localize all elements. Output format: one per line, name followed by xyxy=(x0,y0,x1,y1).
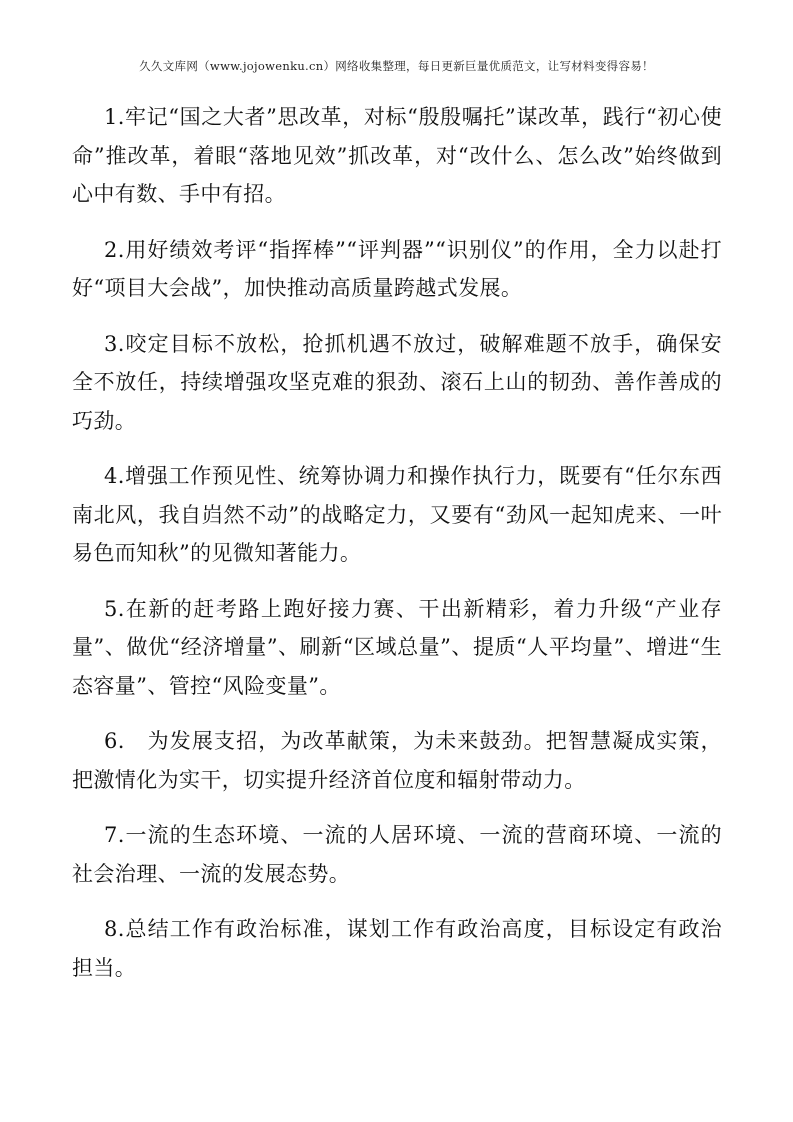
paragraph-3: 3.咬定目标不放松，抢抓机遇不放过，破解难题不放手，确保安全不放任，持续增强攻坚克难的狠劲、滚石上山的韧劲、善作善成的巧劲。 xyxy=(72,331,722,433)
paragraph-2: 2.用好绩效考评“指挥棒”“评判器”“识别仪”的作用，全力以赴打好“项目大会战”，加快推动高质量跨越式发展。 xyxy=(72,237,722,300)
document-body xyxy=(72,98,722,1004)
paragraph-4: 4.增强工作预见性、统筹协调力和操作执行力，既要有“任尔东西南北风，我自岿然不动”的战略定力，又要有“劲风一起知虎来、一叶易色而知秋”的见微知著能力。 xyxy=(72,464,722,565)
page-header: 久久文库网（www.jojowenku.cn）网络收集整理，每日更新巨量优质范文，让写材料变得容易！ xyxy=(139,59,654,73)
paragraph-1: 1.牢记“国之大者”思改革，对标“殷殷嘱托”谋改革，践行“初心使命”推改革，着眼“落地见效”抓改革，对“改什么、怎么改”始终做到心中有数、手中有招。 xyxy=(72,105,722,206)
paragraph-6: 6. 为发展支招，为改革献策，为未来鼓劲。把智慧凝成实策，把激情化为实干，切实提升经济首位度和辐射带动力。 xyxy=(72,729,722,792)
paragraph-8: 8.总结工作有政治标准，谋划工作有政治高度，目标设定有政治担当。 xyxy=(72,917,722,980)
paragraph-7: 7.一流的生态环境、一流的人居环境、一流的营商环境、一流的社会治理、一流的发展态势。 xyxy=(72,823,722,886)
paragraph-5: 5.在新的赶考路上跑好接力赛、干出新精彩，着力升级“产业存量”、做优“经济增量”、刷新“区域总量”、提质“人平均量”、增进“生态容量”、管控“风险变量”。 xyxy=(72,596,722,698)
